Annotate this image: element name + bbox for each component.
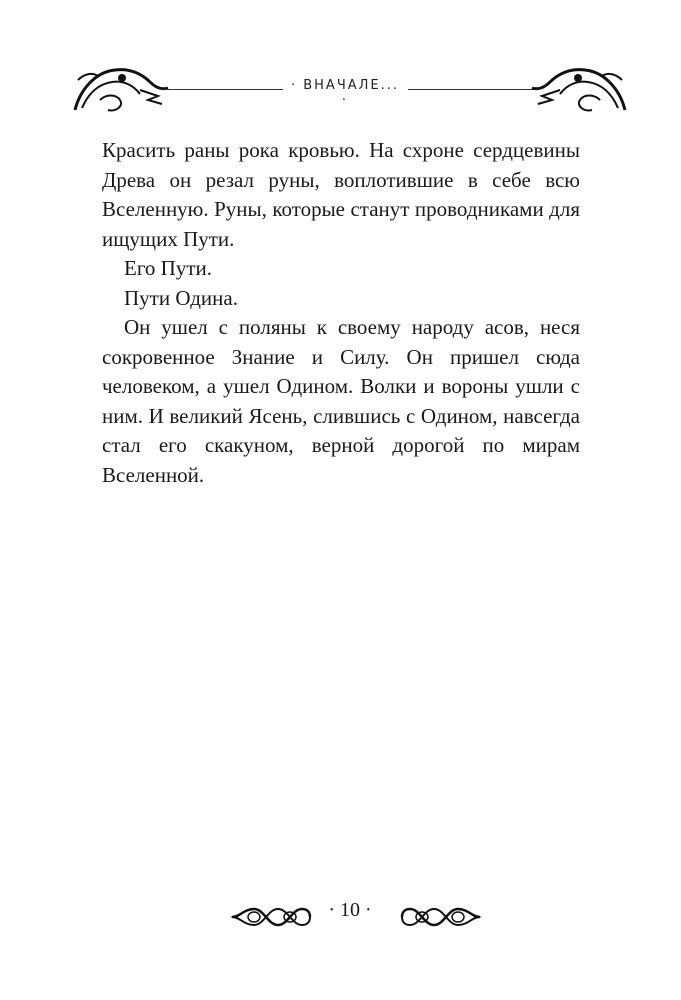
chapter-title: · ВНАЧАЛЕ... · [290, 78, 400, 108]
celtic-knot-flourish-icon [230, 903, 312, 931]
norse-beast-head-icon [70, 60, 170, 116]
header-rule-right [408, 89, 536, 90]
celtic-knot-flourish-icon [400, 903, 482, 931]
norse-beast-head-icon [530, 60, 630, 116]
body-text [102, 136, 580, 490]
paragraph: Его Пути. [124, 256, 212, 280]
running-header [60, 50, 630, 120]
page-footer [220, 895, 470, 935]
page-number: · 10 · [328, 899, 372, 921]
paragraph: Он ушел с поляны к своему народу асов, неся сокровенное Знание и Силу. Он пришел сюда человеком, а ушел Одином. Волки и вороны ушли с ним. И великий Ясень, слившись с Одином, навсегда стал его скакуном, верной дорогой по мирам Вселенной. [102, 315, 580, 487]
paragraph: Красить раны рока кровью. На схроне сердцевины Древа он резал руны, воплотившие в себе всю Вселенную. Руны, которые станут проводниками для ищущих Пути. [102, 138, 580, 251]
paragraph: Пути Одина. [124, 285, 238, 310]
header-rule-left [163, 89, 283, 90]
